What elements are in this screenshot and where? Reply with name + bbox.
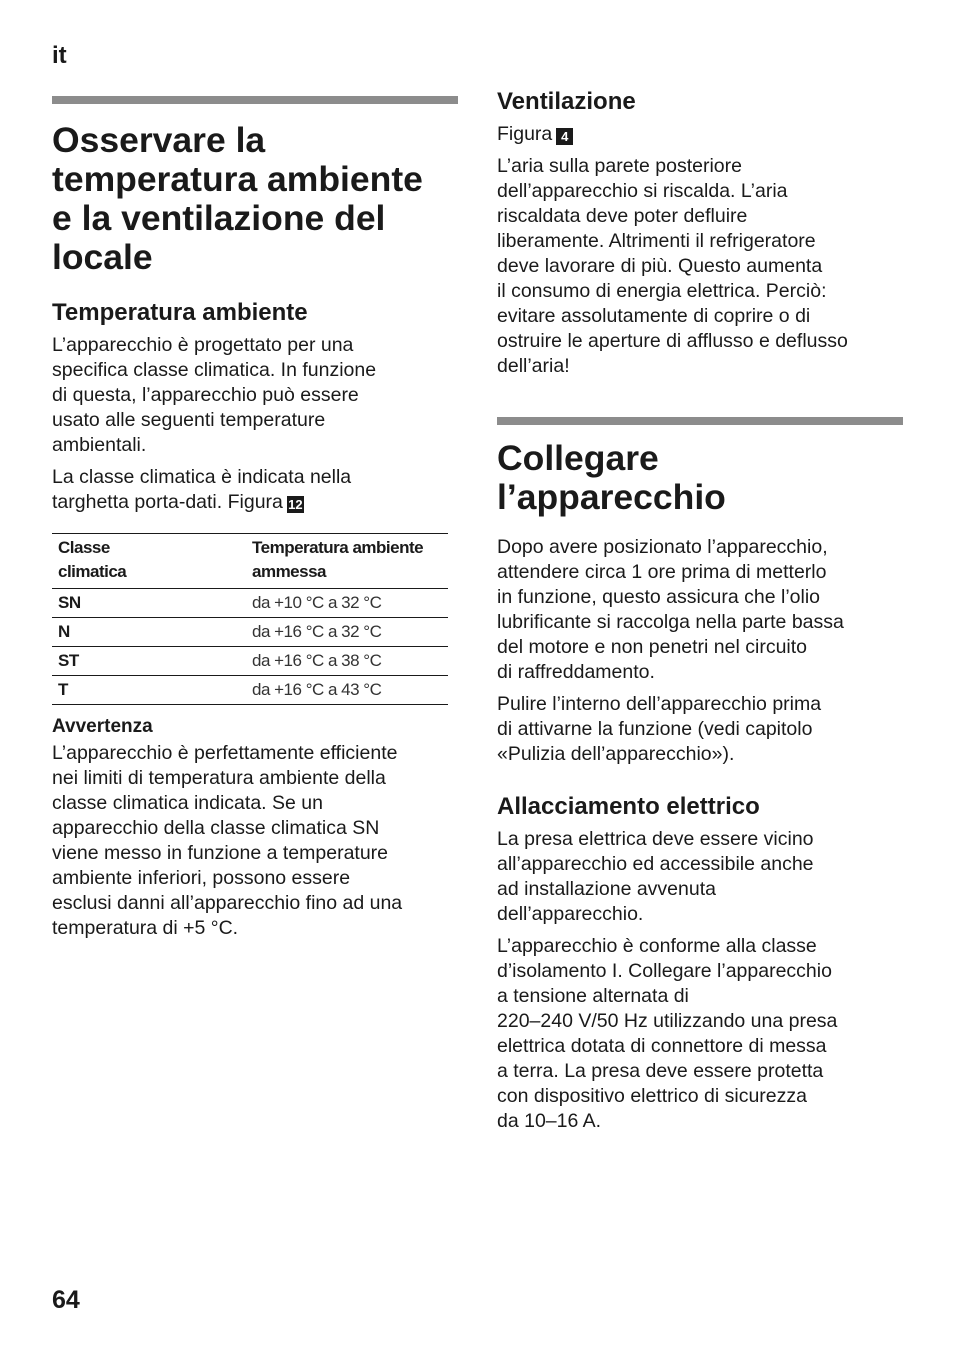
text-line: temperatura di +5 °C. bbox=[52, 917, 239, 939]
text-line: 220–240 V/50 Hz utilizzando una presa bbox=[497, 1010, 838, 1032]
text-line: La classe climatica è indicata nella bbox=[52, 466, 352, 488]
climate-class-table bbox=[52, 533, 448, 705]
title-line: e la ventilazione del bbox=[52, 198, 386, 238]
text-line: elettrica dotata di connettore di messa bbox=[497, 1035, 827, 1057]
text-line: L’apparecchio è progettato per una bbox=[52, 334, 354, 356]
text-line: deve lavorare di più. Questo aumenta bbox=[497, 255, 823, 277]
text-line: Dopo avere posizionato l’apparecchio, bbox=[497, 536, 828, 558]
temp-paragraph-2 bbox=[52, 465, 458, 515]
text-line bbox=[52, 490, 458, 515]
text-line: a tensione alternata di bbox=[497, 985, 689, 1007]
table-cell-class: SN bbox=[52, 589, 246, 618]
text-line: ostruire le aperture di afflusso e deflusso bbox=[497, 330, 848, 352]
text-line: classe climatica indicata. Se un bbox=[52, 792, 323, 814]
table-row bbox=[52, 647, 448, 676]
table-cell-class: T bbox=[52, 676, 246, 705]
table-cell-range: da +16 °C a 38 °C bbox=[246, 647, 448, 676]
table-cell-range: da +10 °C a 32 °C bbox=[246, 589, 448, 618]
table-row bbox=[52, 618, 448, 647]
text-line: L’apparecchio è perfettamente efficiente bbox=[52, 742, 398, 764]
text-line: La presa elettrica deve essere vicino bbox=[497, 828, 814, 850]
heading-allacciamento: Allacciamento elettrico bbox=[497, 793, 760, 820]
text-line: il consumo di energia elettrica. Perciò: bbox=[497, 280, 827, 302]
section-title-connect bbox=[497, 439, 903, 517]
title-line: temperatura ambiente bbox=[52, 159, 423, 199]
title-line: l’apparecchio bbox=[497, 477, 726, 517]
text-line: del motore e non penetri nel circuito bbox=[497, 636, 808, 658]
figure-ref-text: targhetta porta-dati. Figura bbox=[52, 491, 283, 513]
text-line: di raffreddamento. bbox=[497, 661, 655, 683]
heading-ventilazione: Ventilazione bbox=[497, 88, 636, 115]
language-tag: it bbox=[52, 42, 67, 69]
figure-number-badge: 12 bbox=[288, 497, 303, 512]
vent-paragraph bbox=[497, 154, 903, 379]
text-line: di attivarne la funzione (vedi capitolo bbox=[497, 718, 813, 740]
heading-temperatura-ambiente: Temperatura ambiente bbox=[52, 299, 308, 326]
text-line: specifica classe climatica. In funzione bbox=[52, 359, 377, 381]
text-line: liberamente. Altrimenti il refrigeratore bbox=[497, 230, 816, 252]
electric-paragraph-2 bbox=[497, 934, 903, 1134]
figure-ref-text: Figura bbox=[497, 123, 553, 145]
text-line: dell’apparecchio si riscalda. L’aria bbox=[497, 180, 788, 202]
text-line: viene messo in funzione a temperature bbox=[52, 842, 389, 864]
text-line: d’isolamento I. Collegare l’apparecchio bbox=[497, 960, 832, 982]
table-cell-range: da +16 °C a 32 °C bbox=[246, 618, 448, 647]
left-column bbox=[52, 96, 458, 948]
text-line: usato alle seguenti temperature bbox=[52, 409, 326, 431]
text-line: ambientali. bbox=[52, 434, 147, 456]
connect-paragraph-1 bbox=[497, 535, 903, 685]
text-line: attendere circa 1 ore prima di metterlo bbox=[497, 561, 827, 583]
page-number: 64 bbox=[52, 1286, 80, 1314]
table-cell-class: ST bbox=[52, 647, 246, 676]
text-line: con dispositivo elettrico di sicurezza bbox=[497, 1085, 807, 1107]
text-line: riscaldata deve poter defluire bbox=[497, 205, 748, 227]
figure-ref-line bbox=[497, 122, 903, 147]
text-line: all’apparecchio ed accessibile anche bbox=[497, 853, 814, 875]
text-line: esclusi danni all’apparecchio fino ad una bbox=[52, 892, 403, 914]
electric-paragraph-1 bbox=[497, 827, 903, 927]
temp-paragraph-1 bbox=[52, 333, 458, 458]
section-title-ambient bbox=[52, 121, 458, 277]
text-line: evitare assolutamente di coprire o di bbox=[497, 305, 811, 327]
section-rule bbox=[52, 96, 458, 104]
table-header-temperature: Temperatura ambiente ammessa bbox=[246, 534, 448, 589]
text-line: apparecchio della classe climatica SN bbox=[52, 817, 380, 839]
text-line: a terra. La presa deve essere protetta bbox=[497, 1060, 824, 1082]
table-header-class: Classe climatica bbox=[52, 534, 246, 589]
right-column bbox=[497, 88, 903, 1141]
text-line: lubrificante si raccolga nella parte bassa bbox=[497, 611, 844, 633]
note-paragraph bbox=[52, 741, 458, 941]
title-line: locale bbox=[52, 237, 153, 277]
text-line: Pulire l’interno dell’apparecchio prima bbox=[497, 693, 822, 715]
text-line: nei limiti di temperatura ambiente della bbox=[52, 767, 386, 789]
text-line: in funzione, questo assicura che l’olio bbox=[497, 586, 821, 608]
text-line: di questa, l’apparecchio può essere bbox=[52, 384, 359, 406]
text-line: dell’aria! bbox=[497, 355, 570, 377]
text-line: ad installazione avvenuta bbox=[497, 878, 716, 900]
text-line: dell’apparecchio. bbox=[497, 903, 644, 925]
text-line: da 10–16 A. bbox=[497, 1110, 602, 1132]
heading-avvertenza: Avvertenza bbox=[52, 716, 153, 737]
table-cell-class: N bbox=[52, 618, 246, 647]
connect-paragraph-2 bbox=[497, 692, 903, 767]
table-cell-range: da +16 °C a 43 °C bbox=[246, 676, 448, 705]
title-line: Osservare la bbox=[52, 120, 266, 160]
table-row bbox=[52, 676, 448, 705]
text-line: L’aria sulla parete posteriore bbox=[497, 155, 742, 177]
section-rule bbox=[497, 417, 903, 425]
title-line: Collegare bbox=[497, 438, 659, 478]
text-line: «Pulizia dell’apparecchio»). bbox=[497, 743, 735, 765]
text-line: ambiente inferiori, possono essere bbox=[52, 867, 351, 889]
table-row bbox=[52, 589, 448, 618]
figure-number-badge: 4 bbox=[556, 128, 573, 145]
table-header-row bbox=[52, 534, 448, 589]
text-line: L’apparecchio è conforme alla classe bbox=[497, 935, 817, 957]
